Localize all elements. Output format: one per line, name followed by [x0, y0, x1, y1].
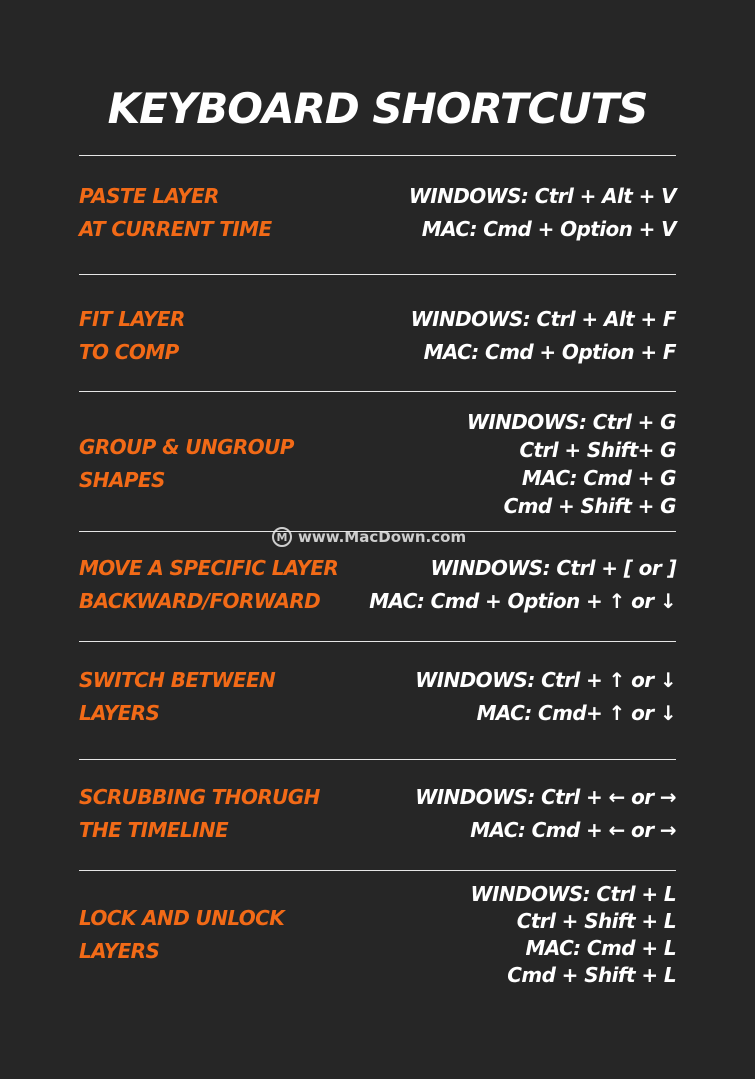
- divider: [79, 274, 676, 275]
- shortcut-label: GROUP & UNGROUP SHAPES: [79, 435, 294, 492]
- macdown-logo-icon: M: [272, 527, 292, 547]
- shortcut-label: SCRUBBING THORUGH THE TIMELINE: [79, 785, 320, 842]
- shortcut-keys: WINDOWS: Ctrl + Alt + V MAC: Cmd + Option + V: [408, 184, 676, 241]
- divider: [79, 870, 676, 871]
- watermark-text: www.MacDown.com: [298, 528, 467, 546]
- divider: [79, 155, 676, 156]
- shortcut-move-layer: [79, 552, 676, 618]
- divider: [79, 641, 676, 642]
- shortcut-paste-layer: [79, 180, 676, 246]
- divider: [79, 391, 676, 392]
- shortcut-keys: WINDOWS: Ctrl + [ or ] MAC: Cmd + Option + ↑ or ↓: [369, 556, 676, 613]
- shortcut-keys: WINDOWS: Ctrl + G Ctrl + Shift+ G MAC: Cmd + G Cmd + Shift + G: [466, 410, 676, 518]
- watermark: [272, 527, 466, 547]
- shortcut-keys: WINDOWS: Ctrl + L Ctrl + Shift + L MAC: Cmd + L Cmd + Shift + L: [470, 882, 676, 987]
- shortcut-fit-layer: [79, 303, 676, 369]
- divider: [79, 759, 676, 760]
- shortcut-label: PASTE LAYER AT CURRENT TIME: [79, 184, 272, 241]
- shortcut-label: SWITCH BETWEEN LAYERS: [79, 668, 276, 725]
- shortcut-keys: WINDOWS: Ctrl + Alt + F MAC: Cmd + Option + F: [410, 307, 676, 364]
- shortcut-lock-layers: [79, 881, 676, 989]
- shortcut-label: FIT LAYER TO COMP: [79, 307, 185, 364]
- shortcut-scrub-timeline: [79, 781, 676, 847]
- shortcut-switch-layers: [79, 664, 676, 730]
- shortcut-keys: WINDOWS: Ctrl + ↑ or ↓ MAC: Cmd+ ↑ or ↓: [415, 668, 676, 725]
- shortcut-keys: WINDOWS: Ctrl + ← or → MAC: Cmd + ← or →: [415, 785, 676, 842]
- page-title: KEYBOARD SHORTCUTS: [107, 84, 648, 133]
- shortcut-group-shapes: [79, 408, 676, 520]
- shortcut-label: LOCK AND UNLOCK LAYERS: [79, 906, 285, 963]
- shortcut-label: MOVE A SPECIFIC LAYER BACKWARD/FORWARD: [79, 556, 339, 613]
